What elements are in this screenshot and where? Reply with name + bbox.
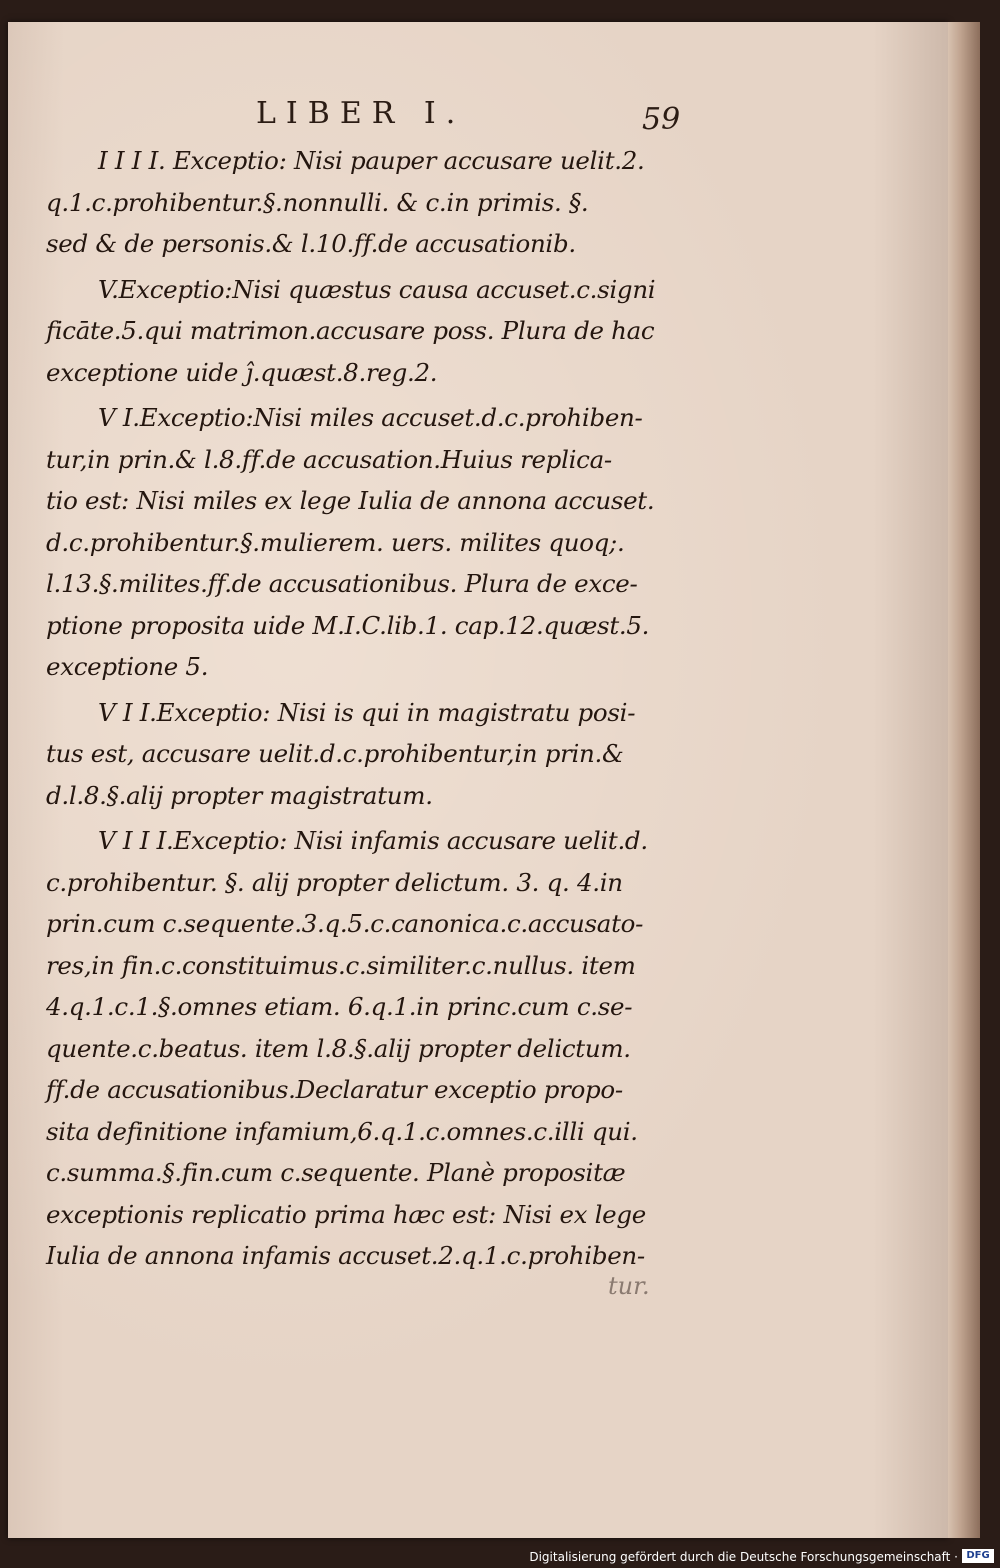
text-line: q.1.c.prohibentur.§.nonnulli. & c.in primis. §. — [46, 187, 589, 217]
dfg-logo-icon: DFG — [962, 1549, 994, 1563]
text-line: l.13.§.milites.ff.de accusationibus. Plura de exce- — [46, 569, 638, 598]
page-number: 59 — [642, 102, 681, 137]
text-line: c.prohibentur. §. alij propter delictum. 3. q. 4.in — [46, 867, 623, 897]
book-page — [8, 22, 948, 1538]
text-line: V.Exceptio:Nisi quæstus causa accuset.c.signi — [98, 274, 656, 304]
text-line: I I I I. Exceptio: Nisi pauper accusare uelit.2. — [98, 146, 645, 175]
text-line: tus est, accusare uelit.d.c.prohibentur,in prin.& — [46, 739, 624, 768]
text-line: V I.Exceptio:Nisi miles accuset.d.c.prohiben- — [98, 403, 643, 432]
text-line: exceptionis replicatio prima hæc est: Nisi ex lege — [46, 1199, 646, 1229]
text-line: ficāte.5.qui matrimon.accusare poss. Plura de hac — [46, 316, 655, 345]
text-line: d.l.8.§.alij propter magistratum. — [46, 780, 433, 810]
text-line: exceptione 5. — [46, 652, 209, 681]
text-line: V I I I.Exceptio: Nisi infamis accusare uelit.d. — [98, 826, 648, 855]
funding-credit: Digitalisierung gefördert durch die Deutsche Forschungsgemeinschaft · — [529, 1550, 958, 1564]
running-title: LIBER I. — [256, 96, 466, 131]
text-line: exceptione uide ĵ.quæst.8.reg.2. — [46, 357, 438, 387]
text-line: sed & de personis.& l.10.ff.de accusationib. — [46, 229, 576, 258]
page-edge — [948, 22, 980, 1538]
text-line: res,in fin.c.constituimus.c.similiter.c.nullus. item — [46, 950, 636, 980]
text-line: sita definitione infamium,6.q.1.c.omnes.c.illi qui. — [46, 1116, 638, 1146]
text-line: ptione proposita uide M.I.C.lib.1. cap.12.quæst.5. — [46, 610, 650, 640]
text-line: ff.de accusationibus.Declaratur exceptio propo- — [46, 1075, 623, 1104]
text-line: d.c.prohibentur.§.mulierem. uers. milites quoq;. — [46, 527, 625, 557]
text-line: tio est: Nisi miles ex lege Iulia de annona accuset. — [46, 486, 655, 515]
catchword: tur. — [608, 1272, 650, 1300]
text-line: Iulia de annona infamis accuset.2.q.1.c.prohiben- — [46, 1241, 645, 1270]
text-line: quente.c.beatus. item l.8.§.alij propter delictum. — [46, 1033, 631, 1063]
text-line: prin.cum c.sequente.3.q.5.c.canonica.c.accusato- — [46, 909, 644, 938]
page-header — [8, 96, 948, 136]
text-line: c.summa.§.fin.cum c.sequente. Planè propositæ — [46, 1158, 626, 1187]
body-text — [46, 140, 686, 1277]
text-line: V I I.Exceptio: Nisi is qui in magistratu posi- — [98, 697, 636, 727]
text-line: tur,in prin.& l.8.ff.de accusation.Huius replica- — [46, 444, 612, 474]
text-line: 4.q.1.c.1.§.omnes etiam. 6.q.1.in princ.cum c.se- — [46, 992, 633, 1021]
footer-bar — [0, 1546, 1000, 1568]
